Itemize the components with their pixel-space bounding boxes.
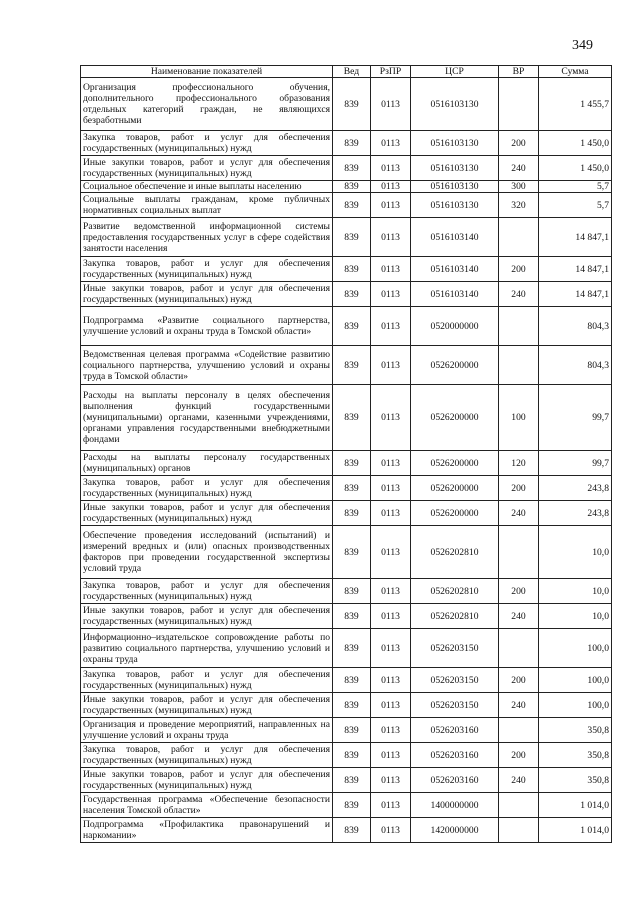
header-vr: ВР	[499, 66, 539, 78]
cell-ved: 839	[333, 131, 371, 156]
table-row	[81, 282, 612, 307]
cell-vr	[499, 818, 539, 843]
header-csr: ЦСР	[411, 66, 499, 78]
cell-ved: 839	[333, 282, 371, 307]
cell-sum: 1 014,0	[539, 818, 612, 843]
cell-ved: 839	[333, 218, 371, 257]
cell-csr: 0526203160	[411, 743, 499, 768]
cell-vr: 240	[499, 693, 539, 718]
cell-sum: 14 847,1	[539, 257, 612, 282]
table-row	[81, 193, 612, 218]
cell-csr: 0526203150	[411, 668, 499, 693]
table-row	[81, 743, 612, 768]
table-body	[81, 78, 612, 843]
cell-sum: 804,3	[539, 346, 612, 385]
cell-rzpr: 0113	[371, 257, 411, 282]
cell-csr: 0516103140	[411, 218, 499, 257]
cell-name: Расходы на выплаты персоналу государственных (муниципальных) органов	[81, 451, 333, 476]
cell-rzpr: 0113	[371, 346, 411, 385]
table-row	[81, 629, 612, 668]
cell-vr: 200	[499, 579, 539, 604]
cell-sum: 243,8	[539, 476, 612, 501]
cell-csr: 0516103130	[411, 131, 499, 156]
cell-vr: 200	[499, 743, 539, 768]
cell-name: Развитие ведомственной информационной системы предоставления государственных услуг в сфере содействия занятости населения	[81, 218, 333, 257]
cell-rzpr: 0113	[371, 181, 411, 193]
cell-sum: 350,8	[539, 718, 612, 743]
cell-vr	[499, 218, 539, 257]
cell-ved: 839	[333, 693, 371, 718]
header-name: Наименование показателей	[81, 66, 333, 78]
cell-sum: 804,3	[539, 307, 612, 346]
table-row	[81, 307, 612, 346]
cell-vr	[499, 346, 539, 385]
cell-vr: 100	[499, 385, 539, 451]
cell-ved: 839	[333, 501, 371, 526]
cell-name: Социальное обеспечение и иные выплаты населению	[81, 181, 333, 193]
cell-sum: 5,7	[539, 181, 612, 193]
cell-sum: 10,0	[539, 526, 612, 579]
cell-rzpr: 0113	[371, 307, 411, 346]
cell-csr: 0516103130	[411, 181, 499, 193]
cell-sum: 243,8	[539, 501, 612, 526]
cell-rzpr: 0113	[371, 131, 411, 156]
cell-csr: 0516103130	[411, 156, 499, 181]
cell-sum: 10,0	[539, 579, 612, 604]
budget-table	[80, 65, 612, 843]
cell-ved: 839	[333, 579, 371, 604]
cell-sum: 350,8	[539, 768, 612, 793]
cell-name: Закупка товаров, работ и услуг для обеспечения государственных (муниципальных) нужд	[81, 257, 333, 282]
cell-rzpr: 0113	[371, 668, 411, 693]
table-row	[81, 818, 612, 843]
cell-sum: 1 450,0	[539, 131, 612, 156]
cell-csr: 0526202810	[411, 604, 499, 629]
cell-csr: 0516103140	[411, 257, 499, 282]
cell-ved: 839	[333, 78, 371, 131]
table-row	[81, 793, 612, 818]
cell-vr: 240	[499, 501, 539, 526]
cell-sum: 1 450,0	[539, 156, 612, 181]
table-row	[81, 385, 612, 451]
cell-name: Расходы на выплаты персоналу в целях обеспечения выполнения функций государственными (муниципальными) органами, казенными учреждениями, органами управления государственными внебюджетными фондами	[81, 385, 333, 451]
cell-name: Иные закупки товаров, работ и услуг для обеспечения государственных (муниципальных) нужд	[81, 282, 333, 307]
cell-csr: 0526200000	[411, 451, 499, 476]
cell-csr: 0520000000	[411, 307, 499, 346]
cell-ved: 839	[333, 476, 371, 501]
cell-vr: 200	[499, 476, 539, 501]
cell-sum: 1 014,0	[539, 793, 612, 818]
cell-name: Государственная программа «Обеспечение безопасности населения Томской области»	[81, 793, 333, 818]
cell-csr: 0526203150	[411, 629, 499, 668]
cell-ved: 839	[333, 526, 371, 579]
cell-sum: 5,7	[539, 193, 612, 218]
table-row	[81, 768, 612, 793]
cell-ved: 839	[333, 257, 371, 282]
cell-csr: 0526200000	[411, 346, 499, 385]
table-row	[81, 131, 612, 156]
table-row	[81, 693, 612, 718]
cell-rzpr: 0113	[371, 156, 411, 181]
cell-rzpr: 0113	[371, 476, 411, 501]
cell-rzpr: 0113	[371, 385, 411, 451]
cell-rzpr: 0113	[371, 718, 411, 743]
cell-sum: 14 847,1	[539, 282, 612, 307]
cell-rzpr: 0113	[371, 451, 411, 476]
cell-name: Закупка товаров, работ и услуг для обеспечения государственных (муниципальных) нужд	[81, 668, 333, 693]
cell-vr: 200	[499, 668, 539, 693]
cell-sum: 100,0	[539, 668, 612, 693]
cell-vr	[499, 793, 539, 818]
cell-ved: 839	[333, 718, 371, 743]
cell-rzpr: 0113	[371, 193, 411, 218]
cell-sum: 1 455,7	[539, 78, 612, 131]
cell-vr: 120	[499, 451, 539, 476]
header-rzpr: РзПР	[371, 66, 411, 78]
cell-rzpr: 0113	[371, 793, 411, 818]
cell-vr: 240	[499, 156, 539, 181]
cell-csr: 0516103130	[411, 78, 499, 131]
cell-ved: 839	[333, 604, 371, 629]
table-row	[81, 579, 612, 604]
cell-vr	[499, 78, 539, 131]
cell-csr: 1420000000	[411, 818, 499, 843]
cell-sum: 99,7	[539, 385, 612, 451]
cell-name: Закупка товаров, работ и услуг для обеспечения государственных (муниципальных) нужд	[81, 743, 333, 768]
cell-sum: 14 847,1	[539, 218, 612, 257]
cell-csr: 0526203160	[411, 768, 499, 793]
cell-sum: 350,8	[539, 743, 612, 768]
cell-vr: 320	[499, 193, 539, 218]
cell-name: Закупка товаров, работ и услуг для обеспечения государственных (муниципальных) нужд	[81, 579, 333, 604]
cell-csr: 0526202810	[411, 579, 499, 604]
table-row	[81, 181, 612, 193]
table-row	[81, 156, 612, 181]
table-row	[81, 668, 612, 693]
cell-name: Подпрограмма «Развитие социального партнерства, улучшение условий и охраны труда в Томской области»	[81, 307, 333, 346]
cell-csr: 0526203150	[411, 693, 499, 718]
cell-ved: 839	[333, 818, 371, 843]
cell-vr	[499, 526, 539, 579]
table-row	[81, 78, 612, 131]
cell-name: Обеспечение проведения исследований (испытаний) и измерений вредных и (или) опасных производственных факторов при проведении государственной экспертизы условий труда	[81, 526, 333, 579]
cell-name: Иные закупки товаров, работ и услуг для обеспечения государственных (муниципальных) нужд	[81, 501, 333, 526]
cell-name: Социальные выплаты гражданам, кроме публичных нормативных социальных выплат	[81, 193, 333, 218]
cell-sum: 100,0	[539, 693, 612, 718]
header-ved: Вед	[333, 66, 371, 78]
table-row	[81, 501, 612, 526]
table-row	[81, 451, 612, 476]
cell-name: Информационно–издательское сопровождение работы по развитию социального партнерства, улучшению условий и охраны труда	[81, 629, 333, 668]
cell-csr: 0526202810	[411, 526, 499, 579]
cell-csr: 0526200000	[411, 385, 499, 451]
table-header-row	[81, 66, 612, 78]
cell-ved: 839	[333, 193, 371, 218]
cell-name: Организация профессионального обучения, дополнительного профессионального образования отдельных категорий граждан, не являющихся безработными	[81, 78, 333, 131]
cell-rzpr: 0113	[371, 282, 411, 307]
cell-name: Закупка товаров, работ и услуг для обеспечения государственных (муниципальных) нужд	[81, 476, 333, 501]
cell-rzpr: 0113	[371, 526, 411, 579]
cell-rzpr: 0113	[371, 743, 411, 768]
table-row	[81, 718, 612, 743]
cell-vr	[499, 307, 539, 346]
cell-rzpr: 0113	[371, 218, 411, 257]
cell-ved: 839	[333, 156, 371, 181]
cell-name: Иные закупки товаров, работ и услуг для обеспечения государственных (муниципальных) нужд	[81, 156, 333, 181]
cell-vr: 300	[499, 181, 539, 193]
cell-ved: 839	[333, 385, 371, 451]
cell-sum: 10,0	[539, 604, 612, 629]
cell-rzpr: 0113	[371, 501, 411, 526]
cell-ved: 839	[333, 743, 371, 768]
cell-name: Закупка товаров, работ и услуг для обеспечения государственных (муниципальных) нужд	[81, 131, 333, 156]
header-sum: Сумма	[539, 66, 612, 78]
table-row	[81, 218, 612, 257]
cell-vr: 240	[499, 282, 539, 307]
cell-name: Иные закупки товаров, работ и услуг для обеспечения государственных (муниципальных) нужд	[81, 604, 333, 629]
cell-ved: 839	[333, 668, 371, 693]
cell-rzpr: 0113	[371, 579, 411, 604]
cell-ved: 839	[333, 629, 371, 668]
cell-ved: 839	[333, 307, 371, 346]
cell-rzpr: 0113	[371, 604, 411, 629]
cell-csr: 0526203160	[411, 718, 499, 743]
cell-csr: 0516103140	[411, 282, 499, 307]
cell-vr: 240	[499, 604, 539, 629]
table-row	[81, 257, 612, 282]
cell-vr: 240	[499, 768, 539, 793]
cell-rzpr: 0113	[371, 818, 411, 843]
cell-name: Подпрограмма «Профилактика правонарушений и наркомании»	[81, 818, 333, 843]
cell-rzpr: 0113	[371, 693, 411, 718]
cell-vr	[499, 718, 539, 743]
cell-name: Организация и проведение мероприятий, направленных на улучшение условий и охраны труда	[81, 718, 333, 743]
cell-rzpr: 0113	[371, 768, 411, 793]
table-row	[81, 346, 612, 385]
cell-vr: 200	[499, 257, 539, 282]
cell-csr: 0516103130	[411, 193, 499, 218]
cell-csr: 1400000000	[411, 793, 499, 818]
cell-csr: 0526200000	[411, 501, 499, 526]
cell-name: Ведомственная целевая программа «Содействие развитию социального партнерства, улучшению условий и охраны труда в Томской области»	[81, 346, 333, 385]
cell-name: Иные закупки товаров, работ и услуг для обеспечения государственных (муниципальных) нужд	[81, 768, 333, 793]
page-number: 349	[572, 38, 593, 53]
cell-name: Иные закупки товаров, работ и услуг для обеспечения государственных (муниципальных) нужд	[81, 693, 333, 718]
cell-csr: 0526200000	[411, 476, 499, 501]
cell-ved: 839	[333, 793, 371, 818]
table-row	[81, 476, 612, 501]
cell-ved: 839	[333, 451, 371, 476]
cell-sum: 100,0	[539, 629, 612, 668]
cell-vr	[499, 629, 539, 668]
table-row	[81, 526, 612, 579]
cell-ved: 839	[333, 768, 371, 793]
cell-ved: 839	[333, 346, 371, 385]
table-row	[81, 604, 612, 629]
cell-vr: 200	[499, 131, 539, 156]
cell-ved: 839	[333, 181, 371, 193]
cell-rzpr: 0113	[371, 78, 411, 131]
cell-rzpr: 0113	[371, 629, 411, 668]
cell-sum: 99,7	[539, 451, 612, 476]
